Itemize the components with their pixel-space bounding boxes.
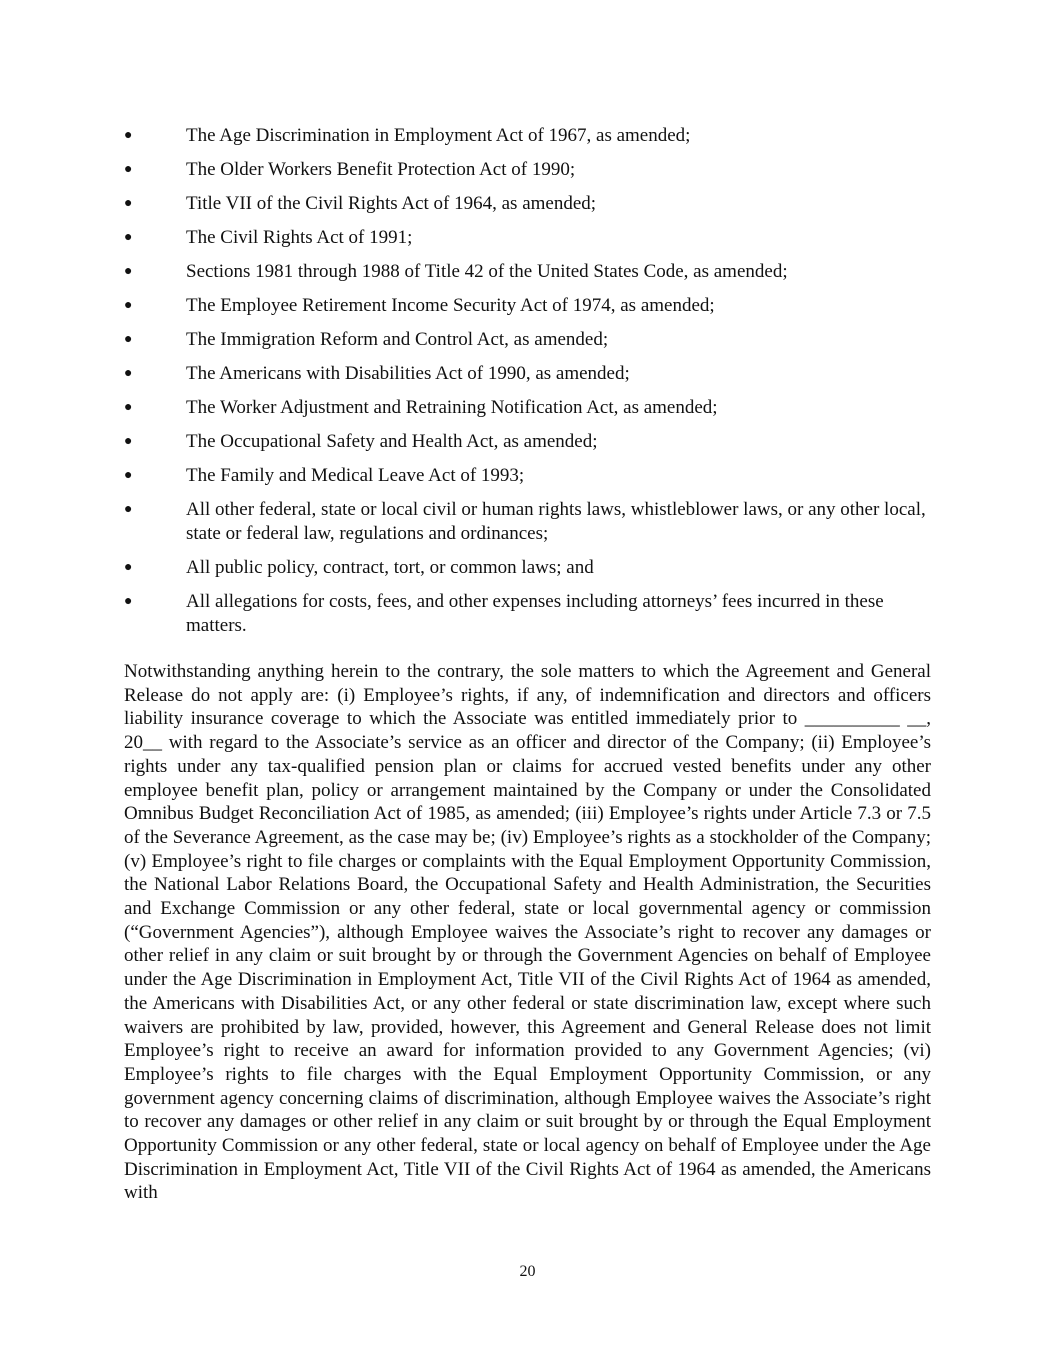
bullet-icon: ●: [124, 468, 133, 483]
list-item-text: All allegations for costs, fees, and other expenses including attorneys’ fees incurred in these matters.: [186, 591, 884, 636]
list-item: [124, 396, 931, 420]
bullet-icon: ●: [124, 264, 133, 279]
list-item: [124, 294, 931, 318]
bullet-icon: ●: [124, 332, 133, 347]
bullet-icon: ●: [124, 128, 133, 143]
bullet-icon: ●: [124, 560, 133, 575]
bullet-icon: ●: [124, 196, 133, 211]
list-item-text: All other federal, state or local civil or human rights laws, whistleblower laws, or any other local, state or federal law, regulations and ordinances;: [186, 499, 926, 544]
bullet-icon: ●: [124, 298, 133, 313]
list-item-text: All public policy, contract, tort, or common laws; and: [186, 557, 594, 578]
list-item-text: The Americans with Disabilities Act of 1990, as amended;: [186, 363, 630, 384]
list-item: [124, 328, 931, 352]
list-item-text: The Employee Retirement Income Security Act of 1974, as amended;: [186, 295, 715, 316]
list-item-text: The Age Discrimination in Employment Act of 1967, as amended;: [186, 125, 691, 146]
list-item: [124, 498, 931, 546]
bullet-icon: ●: [124, 434, 133, 449]
list-item-text: The Family and Medical Leave Act of 1993;: [186, 465, 525, 486]
list-item-text: The Civil Rights Act of 1991;: [186, 227, 413, 248]
list-item-text: Sections 1981 through 1988 of Title 42 of the United States Code, as amended;: [186, 261, 788, 282]
bullet-icon: ●: [124, 594, 133, 609]
list-item: [124, 192, 931, 216]
list-item: [124, 430, 931, 454]
list-item: [124, 124, 931, 148]
list-item-text: The Worker Adjustment and Retraining Notification Act, as amended;: [186, 397, 718, 418]
list-item: [124, 226, 931, 250]
bullet-icon: ●: [124, 366, 133, 381]
list-item-text: Title VII of the Civil Rights Act of 1964, as amended;: [186, 193, 597, 214]
list-item: [124, 260, 931, 284]
bullet-icon: ●: [124, 230, 133, 245]
statute-bullet-list: [124, 124, 931, 638]
document-page: [124, 124, 931, 1205]
list-item: [124, 158, 931, 182]
list-item: [124, 590, 931, 638]
list-item-text: The Immigration Reform and Control Act, as amended;: [186, 329, 609, 350]
list-item: [124, 362, 931, 386]
page-number: 20: [519, 1263, 536, 1280]
notwithstanding-paragraph: Notwithstanding anything herein to the contrary, the sole matters to which the Agreement and General Release do not apply are: (i) Employee’s rights, if any, of indemnification and directors and officers liability insurance coverage to which the Associate was entitled immediately prior to __________ __, 20__ with regard to the Associate’s service as an officer and director of the Company; (ii) Employee’s rights under any tax-qualified pension plan or claims for accrued vested benefits under any other employee benefit plan, policy or arrangement maintained by the Company or under the Consolidated Omnibus Budget Reconciliation Act of 1985, as amended; (iii) Employee’s rights under Article 7.3 or 7.5 of the Severance Agreement, as the case may be; (iv) Employee’s rights as a stockholder of the Company; (v) Employee’s right to file charges or complaints with the Equal Employment Opportunity Commission, the National Labor Relations Board, the Occupational Safety and Health Administration, the Securities and Exchange Commission or any other federal, state or local governmental agency or commission (“Government Agencies”), although Employee waives the Associate’s right to recover any damages or other relief in any claim or suit brought by or through the Government Agencies on behalf of Employee under the Age Discrimination in Employment Act, Title VII of the Civil Rights Act of 1964 as amended, the Americans with Disabilities Act, or any other federal or state discrimination law, except where such waivers are prohibited by law, provided, however, this Agreement and General Release does not limit Employee’s right to receive an award for information provided to any Government Agencies; (vi) Employee’s rights to file charges with the Equal Employment Opportunity Commission, or any government agency concerning claims of discrimination, although Employee waives the Associate’s right to recover any damages or other relief in any claim or suit brought by or through the Equal Employment Opportunity Commission or any other federal, state or local agency on behalf of Employee under the Age Discrimination in Employment Act, Title VII of the Civil Rights Act of 1964 as amended, the Americans with: [124, 661, 931, 1204]
bullet-icon: ●: [124, 400, 133, 415]
list-item: [124, 464, 931, 488]
bullet-icon: ●: [124, 502, 133, 517]
list-item: [124, 556, 931, 580]
list-item-text: The Occupational Safety and Health Act, as amended;: [186, 431, 598, 452]
bullet-icon: ●: [124, 162, 133, 177]
list-item-text: The Older Workers Benefit Protection Act of 1990;: [186, 159, 576, 180]
